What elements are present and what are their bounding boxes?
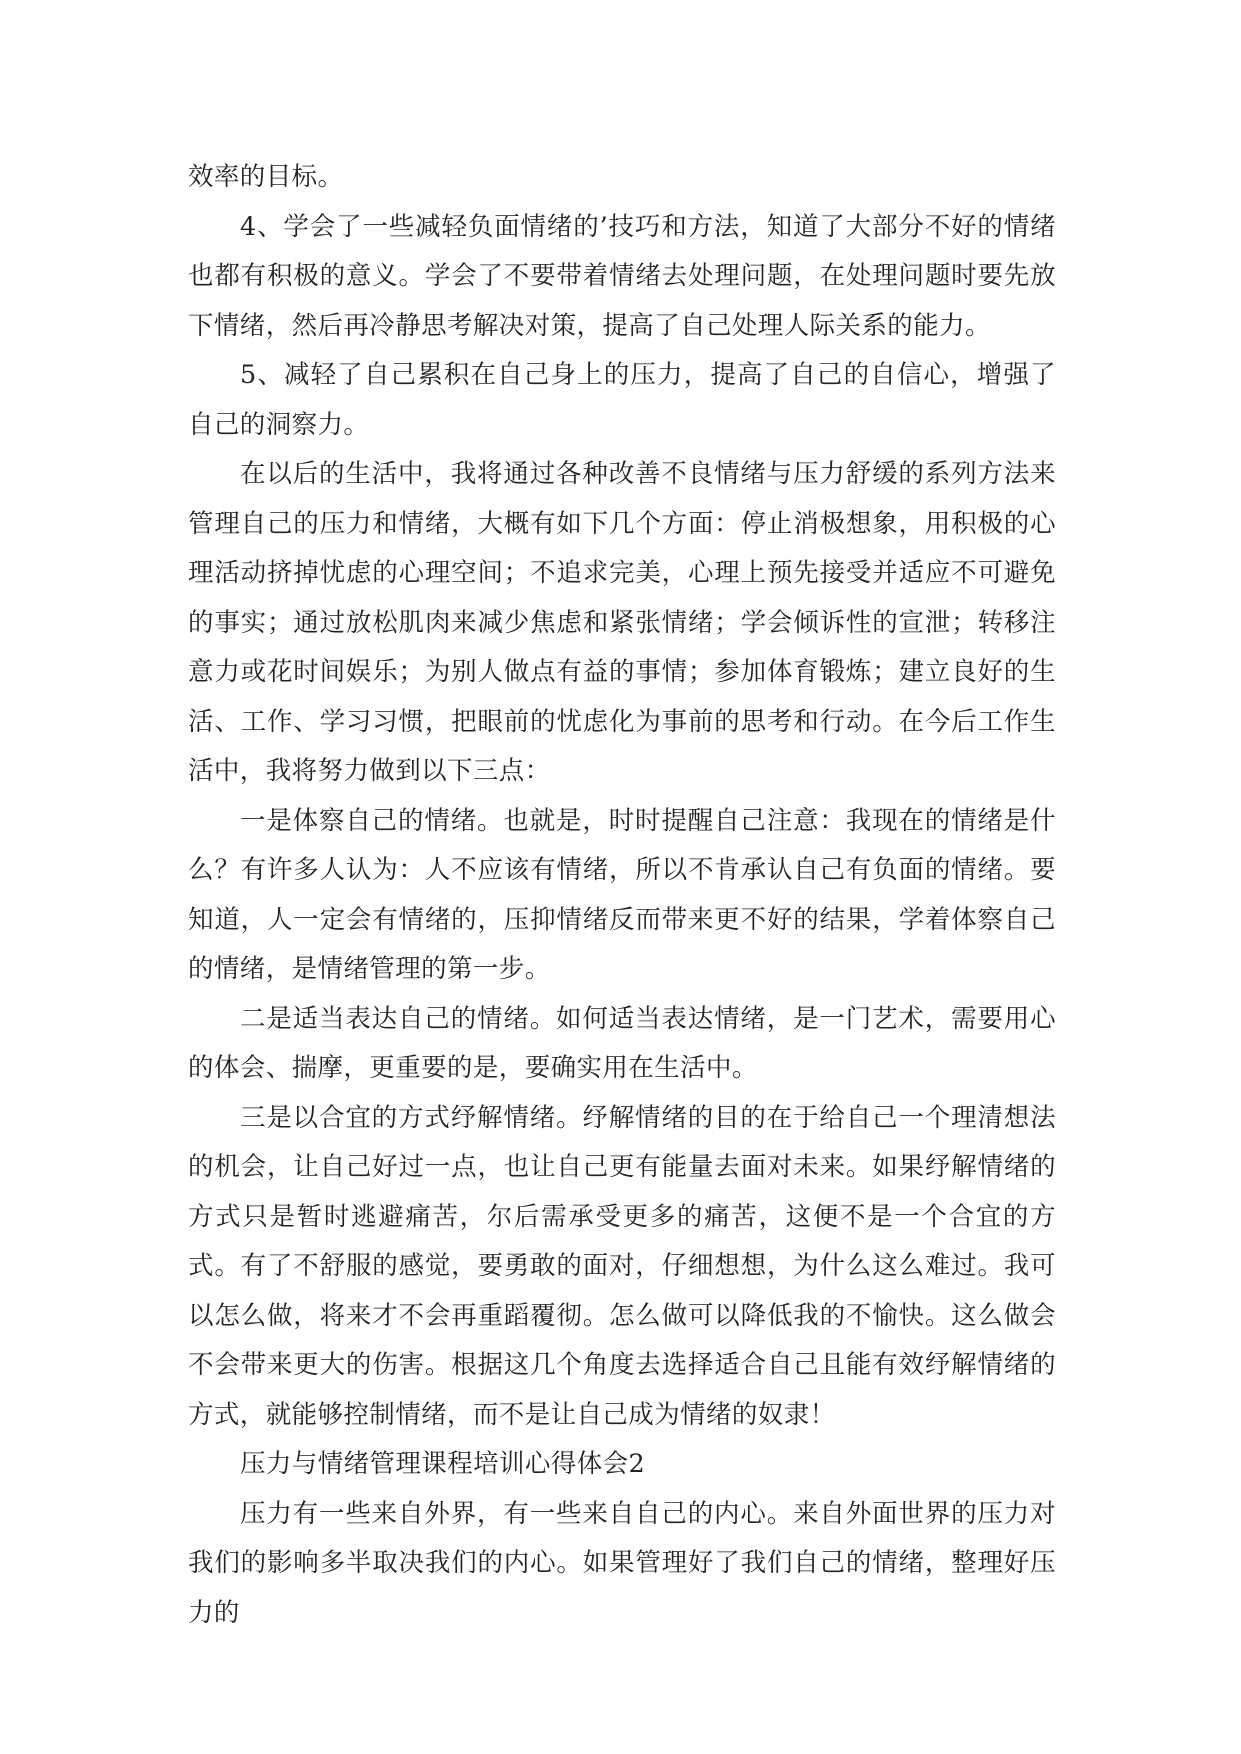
paragraph: 4、学会了一些减轻负面情绪的’技巧和方法，知道了大部分不好的情绪也都有积极的意义。学会了不要带着情绪去处理问题，在处理问题时要先放下情绪，然后再冷静思考解决对策，提高了自己处理人际关系的能力。	[188, 211, 1056, 341]
paragraph: 三是以合宜的方式纾解情绪。纾解情绪的目的在于给自己一个理清想法的机会，让自己好过一点，也让自己更有能量去面对未来。如果纾解情绪的方式只是暂时逃避痛苦，尔后需承受更多的痛苦，这便不是一个合宜的方式。有了不舒服的感觉，要勇敢的面对，仔细想想，为什么这么难过。我可以怎么做，将来才不会再重蹈覆彻。怎么做可以降低我的不愉快。这么做会不会带来更大的伤害。根据这几个角度去选择适合自己且能有效纾解情绪的方式，就能够控制情绪，而不是让自己成为情绪的奴隶！	[188, 1102, 1056, 1430]
document-body	[188, 153, 1056, 1638]
paragraph: 二是适当表达自己的情绪。如何适当表达情绪，是一门艺术，需要用心的体会、揣摩，更重要的是，要确实用在生活中。	[188, 1003, 1056, 1083]
paragraph: 5、减轻了自己累积在自己身上的压力，提高了自己的自信心，增强了自己的洞察力。	[188, 360, 1056, 440]
paragraph: 效率的目标。	[188, 162, 344, 192]
paragraph: 一是体察自己的情绪。也就是，时时提醒自己注意：我现在的情绪是什么？有许多人认为：人不应该有情绪，所以不肯承认自己有负面的情绪。要知道，人一定会有情绪的，压抑情绪反而带来更不好的结果，学着体察自己的情绪，是情绪管理的第一步。	[188, 805, 1056, 984]
section-heading: 压力与情绪管理课程培训心得体会2	[240, 1449, 646, 1479]
paragraph: 在以后的生活中，我将通过各种改善不良情绪与压力舒缓的系列方法来管理自己的压力和情绪，大概有如下几个方面：停止消极想象，用积极的心理活动挤掉忧虑的心理空间；不追求完美，心理上预先接受并适应不可避免的事实；通过放松肌肉来减少焦虑和紧张情绪；学会倾诉性的宣泄；转移注意力或花时间娱乐；为别人做点有益的事情；参加体育锻炼；建立良好的生活、工作、学习习惯，把眼前的忧虑化为事前的思考和行动。在今后工作生活中，我将努力做到以下三点：	[188, 459, 1056, 786]
paragraph: 压力有一些来自外界，有一些来自自己的内心。来自外面世界的压力对我们的影响多半取决我们的内心。如果管理好了我们自己的情绪，整理好压力的	[188, 1498, 1056, 1628]
